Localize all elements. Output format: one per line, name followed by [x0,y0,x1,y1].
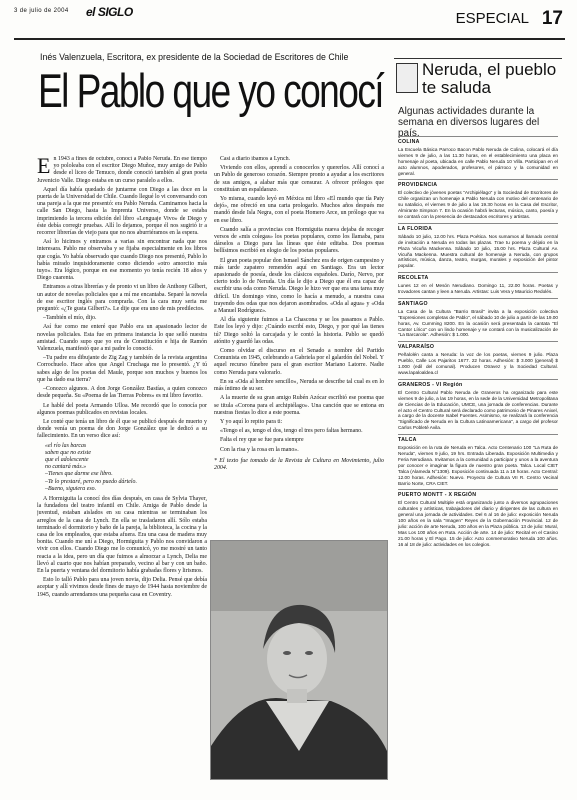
event-block [398,136,558,176]
article-paragraph: Viviendo con ellos, aprendí a conocerlos y quererlos. Allí conocí a un Pablo de generoso corazón. Siempre pronto a ayudar a los escritores de sus amigos, a alabar más que censurar. A ofrecer prólogos que constituían un espaldarazo. [214,165,384,193]
event-location: PROVIDENCIA [398,182,438,189]
event-location: PUERTO MONTT - X REGIÓN [398,492,477,499]
event-block [398,223,558,269]
sidebar-title: Neruda, el pueblo te saluda [422,60,557,97]
event-location: VALPARAÍSO [398,344,435,351]
sidebar-events [394,44,562,789]
article-column-1 [37,156,207,786]
event-description: El Centro Cultural Multiple está organizando junto a diversos agrupaciones culturales y artísticas, trabajadores del diario y dirigentes de las cultura en general una jornada de actividades. Del 6 al 16 de julio: exposición Neruda 100 años en la sala "Imagen" Reyes de la Gobernación Provincial. 12 de julio: acción de arte Neruda, 100 años en la Plaza pública. 13 de julio: Mural, Mas Los 100 años en Ruta. Acción de arte. 14 de julio: Recital en el Casino 21.00 horas y El Pago. 15 de julio: Acto conmemorativo Neruda 100 años. 16 al 18 de julio: actividades en los colegios. [398,500,558,547]
event-block [398,341,558,376]
article-paragraph: El gran poeta popular don Ismael Sánchez era de origen campesino y más tarde zapatero remendón aquí en Santiago. Era un lector apasionado de poesía, desde los clásicos españoles. Darío, Nervo, por cierto todo lo de Neruda. Un día le dijo a Diego que él era capaz de escribir una oda como Neruda. Diego le hizo ver que era una tarea muy difícil. Un domingo vino, como lo hacía a menudo, a nuestra casa trayendo dos odas que nos dejaron asombrados. «Oda al agua» y «Oda a Manuel Rodríguez». [214,257,384,315]
verse-line: –Te lo prestaré, pero no puedo dártelo. [45,478,137,485]
issue-date: 3 de julio de 2004 [14,8,69,14]
article-paragraph: Le conté que tenía un libro de él que se publicó después de muerto y donde venía un poema de don Jorge González que le dedicó a su fallecimiento. En un verso dice así: [37,418,207,440]
page-header [14,6,565,40]
verse-line: no cantará más.» [45,464,87,471]
event-description: Sábado 10 julio, 12.00 hrs. Plaza Poética. Nos sumamos al llamado central de invitación a Neruda en todas las plazas. Trae tu poema y déjalo en la Plaza Vicuña Mackenna. Sábado 10 julio, 15.00 hrs. Plaza Cultural Av. Vicuña Mackenna. Muestra cultural de homenaje a Neruda, con grupos artísticos, música, danza, teatro, murgas, murales y exposición del pintor popular. [398,233,558,269]
event-description: Peñalolén canta a Neruda: la voz de los poetas, viernes 9 julio. Plaza Pueblo, Calle Los Pajaritos 1677. 22 horas. Adhesión: $ 3.000 (general) $ 1.000 (edil del comunal). Producen Otravez y la Sociedad Cultural. www.lapaloaldea.cl [398,352,558,375]
article-paragraph: A Hormiguita la conocí dos días después, en casa de Sylvia Thayer, la fundadora del teatro infantil en Chile. Amiga de Pablo desde la juventud, estaban aislados en su casa mientras se terminaban los arreglos de la casa de Lynch. En ella se trasladaron allí. Sólo estaba terminado el dormitorio y baño de la pareja, la biblioteca, la cocina y la casa de los empleados, que estaba afuera. Era una casa de madera muy bonita. Cuando me uní a Diego, Hormiguita y Pablo nos convidaron a vivir con ellos. Cuando Diego me lo comunicó, yo me mostré un tanto reacia a la idea, pero un día que fuimos a almorzar a Lynch, Delia me llevó al cuarto que nos habían preparado, vecino al bar y con un baño. En la puerta y ventana del dormitorio había grabadas flores y lirismos. [37,495,207,574]
column-2-paragraphs [214,156,384,454]
event-block [398,272,558,295]
drop-cap: E [37,156,51,178]
event-location: TALCA [398,437,417,444]
event-divider [398,223,558,224]
source-note: * El texto fue tomado de la Revista de Cultura en Movimiento, julio 2004. [214,457,384,471]
article-paragraph: –También el mío, dijo. [43,315,97,322]
event-block [398,489,558,547]
event-location: RECOLETA [398,275,429,282]
author-photo [210,540,388,780]
event-divider [398,434,558,435]
sidebar-subtitle: Algunas actividades durante la semana en diversos lugares del país. [398,106,540,139]
article-opening: n 1943 a fines de octubre, conocí a Pablo Neruda. En ese tiempo yo pololeaba con el escritor Diego Muñoz, muy amigo de Pablo desde el liceo de Temuco, donde conoció también al gran poeta Juvenicio Valle. Diego estaba en un curso paralelo a ellos. [37,156,207,184]
verse-line: que el adolescente [45,456,89,463]
centenary-logo-icon [396,63,418,93]
event-divider [398,272,558,273]
sidebar-title-box [394,58,562,99]
section-name: ESPECIAL [455,10,529,27]
event-location: SANTIAGO [398,300,428,307]
article-paragraph: Cuando salía a provincias con Hormiguita nueva dejaba de recoger versos de «mis colegas» los poetas populares, como los llamaba, para dárselos a Diego para las líneas que éste editaba. Dos poemas bellísimos escribió en elogio de los poetas populares. [214,226,384,255]
event-description: La Casa de la Cultura "Barrio Brasil" invita a la exposición colectiva "Expresiones completas de Pablo", el sábado 10 de julio a partir de las 19.00 horas, Av. Cumming 8200. En la ocasión será presentada la cantata "El Cantor Lírico" con un lindo homenaje y se contará con la musicalización de "La Barcarola". Adhesión: $ 1.000. [398,308,558,338]
article-paragraph: Yo misma, cuando leyó en Méxica mi libro «El mundo que tía Paty dejó», me ofreció en una carta prologarlo. Muchos años después me mandó desde Isla Negra, con el poeta Homero Arce, un prólogo que va en ese libro. [214,196,384,224]
event-divider [398,489,558,490]
article-paragraph: En su «Oda al hombre sencillo», Neruda se describe tal cual es en lo más íntimo de su ser. [214,378,384,393]
verse-line: «el río las barcas [45,442,87,449]
event-block [398,379,558,431]
article-paragraph: A la muerte de su gran amigo Rubén Azócar escribió ese poema que se titula «Corona para el archipiélago». Una canción que se entona en nuestras fiestas lo dice a este poema. [214,395,384,416]
article-headline: El Pablo que yo conocí [38,64,384,117]
event-divider [398,136,558,137]
event-description: El Centro Cultural Pablo Neruda de Graneros ha organizado para este viernes 9 de julio, a las 19 horas, en la sede de la Universidad Metropolitana de Ciencias de la Educación, UMCE, una jornada de conferencias. Durante el acto el Centro Cultural será declarado como patrimonio de Pinares Anixel, a cargo de la docente Isabel Fuentes. Asimismo, se realizará la conferencia "Significado de Neruda en la Cultura Latinoamericana", a cargo del profesor Carlos Pobleté Avila. [398,389,558,431]
article-paragraph: Así lo hicimos y entramos a varias sin encontrar nada que nos interesara. Pablo me observaba y se fijaba especialmente en los libros que cogía. Yo había observado que cuando Diego nos presentó, Pablo lo había mirado inquisidoramente como diciendo «otro amorcito más tuyo». Era lógico, porque en ese momento yo tenía recién 18 años y Diego cuarenta. [37,239,207,282]
event-description: La Escuela Básica Parroco Bacon Pablo Neruda de Colina, colocará el día viernes 9 de julio, a las 11.30 horas, en el establecimiento una placa en homenaje al poeta, ubicada en calle Pablo Neruda 10 Villa. Participan en el acto alumnos, apoderados, profesores, el párroco y la comunidad en general. [398,146,558,176]
event-divider [398,298,558,299]
event-block [398,298,558,338]
article-paragraph: Casi a diario íbamos a Lynch. [220,156,291,162]
event-description: Exposición en la ruta de Neruda en Talca. Acto Centenario 100 "La Ruta de Neruda", viernes 9 julio, 19 hrs. Entrada Liberada. Exposición Multimedia y Feria Nerudiana. Invitamos a la comunidad a participar y unos a la aventura por conocer e imaginar la figura de nuestro gran poeta. Talca. Local CIET Talca (Alameda N°1309). Exposición continuada 11 a 18 horas. Acto Central: 12.00 horas. Adhesión: Nuevo. Proyecto de Cultura VII R. Centro Vecinal Barrio Norte, CRA CIET. [398,445,558,486]
event-block [398,434,558,486]
article-paragraph: Aquel día había quedado de juntarme con Diego a las doce en la puerta de la Universidad de Chile. Cuando llegué lo vi conversando con una pareja a la que me presentó: era Pablo Neruda. Caminamos hacia la calle San Diego, hasta la Imprenta Universo, donde se estaba imprimiendo la tercera edición del libro «Lenguaje Vivo» de Diego y éste debía corregir pruebas. Allí lo dejamos, porque él nos sugirió ir a recorrer librerías de viejo para que no nos aburriéramos en la espera. [37,186,207,237]
sidebar-event-list [398,134,558,784]
event-divider [398,341,558,342]
column-1-paragraphs [37,187,207,441]
article-paragraph: Y yo aquí lo repito para ti: [220,418,283,425]
event-divider [398,179,558,180]
verse-line: –Bueno, siguiera eso. [45,485,97,492]
event-location: LA FLORIDA [398,225,433,232]
verse-line: –Tienes que darme ese libro. [45,471,113,478]
column-1-continued [37,496,207,599]
article-paragraph: Falta el rey que se fue para siempre [220,437,304,444]
article-column-2 [214,156,384,536]
event-location: COLINA [398,139,420,145]
event-divider [398,379,558,380]
page-number: 17 [541,8,563,29]
event-location: GRANEROS - VI Región [398,381,463,388]
article-paragraph: Le hablé del poeta Armando Ulloa. Me recordó que lo conocía por algunos poemas publicados en revistas locales. [37,402,207,416]
verse-line: saben que no existe [45,449,91,456]
article-paragraph: Esto lo talló Pablo para una joven novia, dijo Delia. Pensé que debía aceptar y allí vivimos desde fines de mayo de 1944 hasta noviembre de 1945, cuando arrendamos una pequeña casa en Coventry. [37,577,207,598]
article-paragraph: «Tengo el as, tengo el dos, tengo el tres pero faltas hermano. [220,428,363,435]
newspaper-logo: el SIGLO [86,5,133,19]
article-kicker: Inés Valenzuela, Escritora, ex presidente de la Sociedad de Escritores de Chile [40,52,349,62]
poem-verse [45,443,207,493]
event-description: Lunes 12 en el Mesón Nerudiano. Domingo 11, 22.00 horas. Poetas y trovadores cantan y leen a Neruda. Artistas: Luis Vera y Mauricio Redolés. [398,283,558,295]
article-paragraph: Entramos a otras librerías y de pronto vi un libro de Anthony Gilbert, un autor de novelas policiales que a mí me encantaba. Separé la novela de ese escritor inglés para comprarla. Con la cara muy seria me preguntó: «¿Te gusta Gilbert?». Le dije que era uno de mis predilectos. [37,284,207,313]
article-paragraph: –Conozco algunos. A don Jorge González Bastías, a quien conozco desde pequeña. Su «Poema de las Tierras Pobres» es mi libro favorito. [37,386,207,400]
article-paragraph: Como olvidar el discurso en el Senado a nombre del Partido Comunista en 1945, celebrando a Gabriela por el galardón del Nobel. Y aquel recurso fúnebre para el gran escritor Mariano Latorre. Nadie como Neruda para valorarlo. [214,348,384,376]
article-paragraph: Al día siguiente fuimos a La Chascona y se los pasamos a Pablo. Este los leyó y dijo: ¿Cuándo escribí esto, Diego, y por qué las tienes tú? Diego soltó la carcajada y le contó la historia. Pablo se quedó atónito y guardó las odas. [214,317,384,345]
article-paragraph: –Tu padre era dibujante de Zig Zag y también de la revista argentina Corrochuelo. Hace años que Angel Cruchaga me lo presentó. ¿Y tú sabes algo de los poetas del Maule, porque son muchos y buenos los que ha dado esa tierra? [37,355,207,383]
article-paragraph: Así fue como me enteré que Pablo era un apasionado lector de novelas policiales. Esta fue en primera instancia lo que selló nuestra amistad. Cuando supo que yo era de Constitución e hija de Ramón Valenzuela, manifestó que a mi padre lo conoció. [37,324,207,353]
event-block [398,179,558,219]
article-paragraph: Con la risa y la rosa en la mano». [220,446,299,453]
event-description: El colectivo de jóvenes poetas "Archipiélago" y la Sociedad de Escritores de Chile organizan un homenaje a Pablo Neruda con motivo del centenario de su natalicio, el viernes 9 de julio a las 19.30 horas en la Casa del Escritor, Almirante Simpson 7. En la ocasión habrá lecturas, música, canto, poesía y se contará con la presencia de destacados escritores y artistas. [398,190,558,219]
